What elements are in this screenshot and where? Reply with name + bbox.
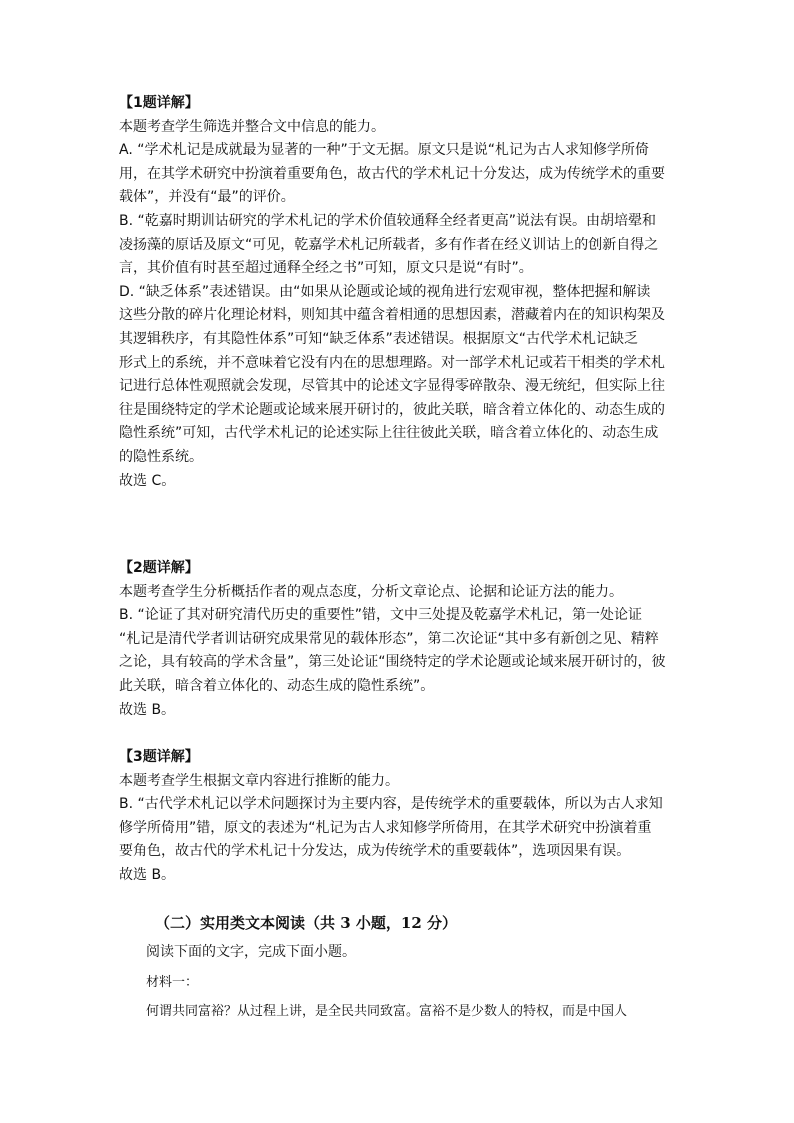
text-line: 形式上的系统，并不意味着它没有内在的思想理路。对一部学术札记或若干相类的学术札 — [119, 354, 665, 371]
text-line: D. “缺乏体系”表述错误。由“如果从论题或论域的视角进行宏观审视，整体把握和解读 — [119, 283, 651, 300]
text-line: B. “乾嘉时期训诂研究的学术札记的学术价值较通释全经者更高”说法有误。由胡培翚和 — [119, 212, 657, 229]
text-line: 记进行总体性观照就会发现，尽管其中的论述文字显得零碎散杂、漫无统纪，但实际上往 — [119, 378, 665, 395]
text-line: 本题考查学生筛选并整合文中信息的能力。 — [119, 118, 385, 135]
text-line: 用，在其学术研究中扮演着重要角色，故古代的学术札记十分发达，成为传统学术的重要 — [119, 165, 665, 182]
text-line: A. “学术札记是成就最为显著的一种”于文无据。原文只是说“札记为古人求知修学所倚 — [119, 142, 649, 159]
reading-instruction: 阅读下面的文字，完成下面小题。 — [146, 944, 356, 960]
text-line: 修学所倚用”错，原文的表述为“札记为古人求知修学所倚用，在其学术研究中扮演着重 — [119, 819, 652, 836]
text-line: 载体”，并没有“最”的评价。 — [119, 189, 295, 206]
text-line: B. “古代学术札记以学术问题探讨为主要内容，是传统学术的重要载体，所以为古人求知 — [119, 796, 663, 813]
text-line: 这些分散的碎片化理论材料，则知其中蕴含着相通的思想因素，潜藏着内在的知识构架及 — [119, 307, 665, 324]
material-label: 材料一： — [146, 975, 199, 990]
text-line: 故选 B。 — [119, 701, 176, 718]
text-line: 往是围绕特定的学术论题或论域来展开研讨的，彼此关联，暗含着立体化的、动态生成的 — [119, 401, 665, 418]
text-line: 故选 B。 — [119, 866, 176, 883]
text-line: 言，其价值有时甚至超过通释全经之书”可知，原文只是说“有时”。 — [119, 260, 533, 277]
text-line: 本题考查学生根据文章内容进行推断的能力。 — [119, 772, 399, 789]
answer-section-2 — [119, 557, 675, 722]
text-line: 隐性系统”可知，古代学术札记的论述实际上往往彼此关联，暗含着立体化的、动态生成 — [119, 425, 659, 442]
material-text: 何谓共同富裕？从过程上讲，是全民共同致富。富裕不是少数人的特权，而是中国人 — [146, 1004, 628, 1019]
text-line: “札记是清代学者训诂研究成果常见的载体形态”，第二次论证“其中多有新创之见、精粹 — [119, 630, 659, 647]
section-title: （二）实用类文本阅读（共 3 小题，12 分） — [155, 914, 457, 932]
text-line: 要角色，故古代的学术札记十分发达，成为传统学术的重要载体”，选项因果有误。 — [119, 843, 631, 860]
section-heading: 【3题详解】 — [119, 749, 199, 765]
text-line: 的隐性系统。 — [119, 448, 203, 465]
text-line: 之论，具有较高的学术含量”，第三处论证“围绕特定的学术论题或论域来展开研讨的，彼 — [119, 654, 666, 671]
text-line: 凌扬藻的原话及原文“可见，乾嘉学术札记所载者，多有作者在经义训诂上的创新自得之 — [119, 236, 659, 253]
text-line: 其逻辑秩序，有其隐性体系”可知“缺乏体系”表述错误。根据原文“古代学术札记缺乏 — [119, 330, 639, 347]
answer-section-1 — [119, 92, 675, 493]
section-heading: 【1题详解】 — [119, 95, 199, 111]
text-line: 此关联，暗含着立体化的、动态生成的隐性系统”。 — [119, 677, 435, 694]
text-line: B. “论证了其对研究清代历史的重要性”错，文中三处提及乾嘉学术札记，第一处论证 — [119, 607, 643, 624]
text-line: 本题考查学生分析概括作者的观点态度，分析文章论点、论据和论证方法的能力。 — [119, 583, 623, 600]
section-heading: 【2题详解】 — [119, 560, 199, 576]
text-line: 故选 C。 — [119, 472, 176, 489]
answer-section-3 — [119, 746, 675, 888]
